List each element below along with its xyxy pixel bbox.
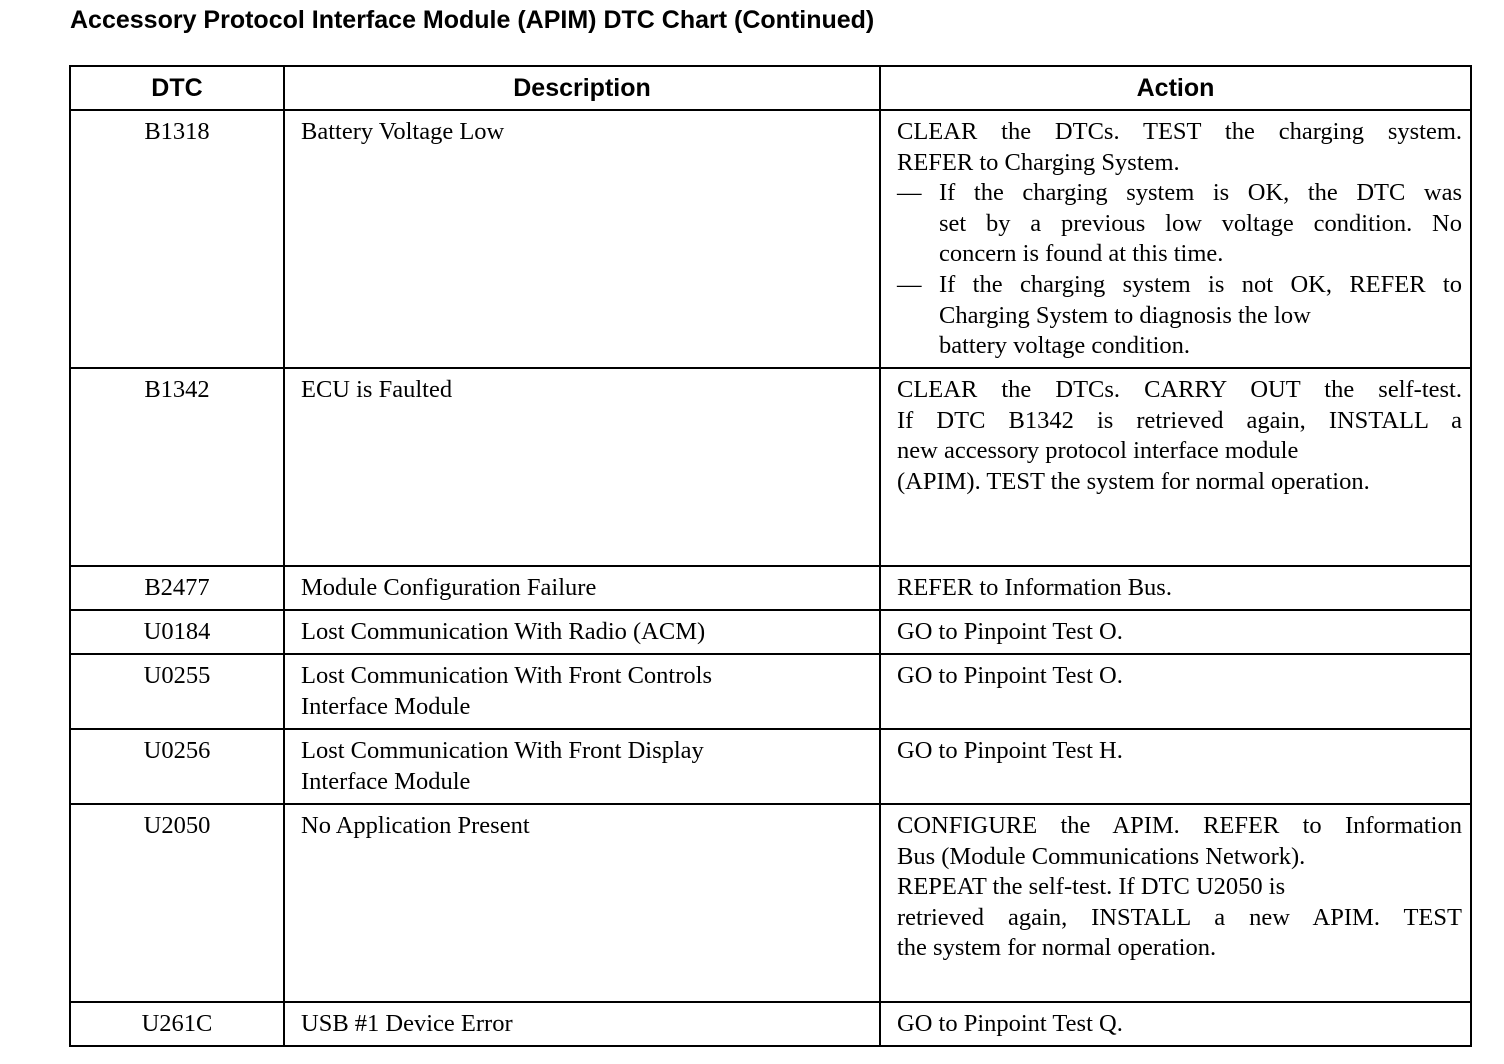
dtc-code: B1342	[70, 368, 284, 566]
table-row	[70, 729, 1471, 804]
dtc-description	[284, 804, 880, 1002]
table-row	[70, 654, 1471, 729]
action-bullet	[897, 178, 1462, 270]
description-line: Lost Communication With Front Controls	[301, 662, 712, 689]
table-row	[70, 566, 1471, 610]
dtc-action	[880, 654, 1471, 729]
table-row	[70, 1002, 1471, 1046]
dtc-description	[284, 654, 880, 729]
column-header-action: Action	[880, 66, 1471, 110]
action-line: GO to Pinpoint Test Q.	[897, 1010, 1123, 1037]
dtc-description	[284, 1002, 880, 1046]
page-title: Accessory Protocol Interface Module (APIM) DTC Chart (Continued)	[70, 6, 875, 34]
action-line: Bus (Module Communications Network).	[897, 842, 1306, 870]
description-line: USB #1 Device Error	[301, 1010, 513, 1037]
column-header-dtc: DTC	[70, 66, 284, 110]
dtc-code: B1318	[70, 110, 284, 368]
description-line: Interface Module	[301, 767, 471, 795]
description-line: Module Configuration Failure	[301, 574, 597, 601]
action-line: REPEAT the self-test. If DTC U2050 is	[897, 873, 1286, 901]
dtc-description	[284, 368, 880, 566]
description-line: ECU is Faulted	[301, 376, 453, 403]
table-header-row	[70, 66, 1471, 110]
dtc-code: U261C	[70, 1002, 284, 1046]
dtc-code: U2050	[70, 804, 284, 1002]
dtc-action	[880, 566, 1471, 610]
description-line: Interface Module	[301, 692, 471, 720]
dtc-code: U0184	[70, 610, 284, 654]
action-line: the system for normal operation.	[897, 934, 1217, 962]
table-row	[70, 368, 1471, 566]
description-line: Lost Communication With Front Display	[301, 737, 704, 764]
action-line: CONFIGURE the APIM. REFER to Information	[897, 812, 1462, 839]
dtc-code: B2477	[70, 566, 284, 610]
dtc-action	[880, 729, 1471, 804]
action-line: CLEAR the DTCs. CARRY OUT the self-test.	[897, 376, 1462, 403]
table-row	[70, 610, 1471, 654]
action-bullet	[897, 270, 1462, 362]
dtc-action	[880, 1002, 1471, 1046]
action-line: set by a previous low voltage condition. No	[939, 209, 1462, 237]
dtc-action	[880, 610, 1471, 654]
column-header-description: Description	[284, 66, 880, 110]
table-row	[70, 804, 1471, 1002]
dtc-code: U0256	[70, 729, 284, 804]
action-line: new accessory protocol interface module	[897, 437, 1299, 465]
action-line: battery voltage condition.	[939, 332, 1191, 360]
table-row	[70, 110, 1471, 368]
description-line: Battery Voltage Low	[301, 118, 505, 145]
description-line: Lost Communication With Radio (ACM)	[301, 618, 706, 645]
dtc-description	[284, 566, 880, 610]
action-line: GO to Pinpoint Test H.	[897, 737, 1123, 764]
action-line: REFER to Charging System.	[897, 148, 1180, 176]
action-line: Charging System to diagnosis the low	[939, 301, 1311, 329]
action-line: (APIM). TEST the system for normal operation.	[897, 467, 1370, 495]
dash-marker: —	[897, 179, 922, 207]
dtc-description	[284, 610, 880, 654]
action-line: concern is found at this time.	[939, 240, 1224, 268]
dtc-description	[284, 110, 880, 368]
dtc-description	[284, 729, 880, 804]
description-line: No Application Present	[301, 812, 530, 839]
dtc-table	[69, 65, 1472, 1047]
dtc-action	[880, 368, 1471, 566]
action-line: GO to Pinpoint Test O.	[897, 618, 1123, 645]
dtc-action	[880, 804, 1471, 1002]
dash-marker: —	[897, 270, 922, 298]
action-line: GO to Pinpoint Test O.	[897, 662, 1123, 689]
action-line: REFER to Information Bus.	[897, 574, 1172, 601]
action-line: CLEAR the DTCs. TEST the charging system.	[897, 118, 1462, 145]
action-line: If DTC B1342 is retrieved again, INSTALL a	[897, 406, 1462, 434]
dtc-action	[880, 110, 1471, 368]
action-line: retrieved again, INSTALL a new APIM. TEST	[897, 903, 1462, 931]
action-line: If the charging system is not OK, REFER to	[939, 270, 1462, 298]
action-line: If the charging system is OK, the DTC was	[939, 179, 1462, 207]
dtc-code: U0255	[70, 654, 284, 729]
